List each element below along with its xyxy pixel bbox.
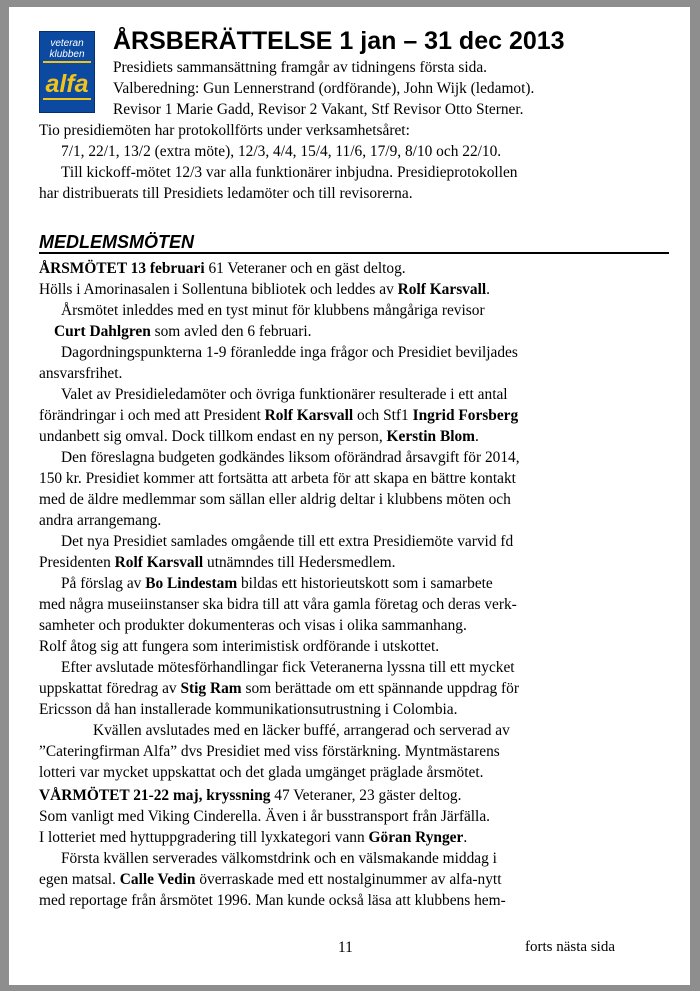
person-name: Curt Dahlgren: [54, 323, 151, 340]
person-name: Rolf Karsvall: [397, 281, 487, 298]
document-page: [9, 7, 690, 985]
text: .: [486, 281, 490, 298]
paragraph-line: Den föreslagna budgeten godkändes liksom oförändrad årsavgift för 2014,: [61, 449, 520, 466]
paragraph-line: samheter och produkter dokumenteras och visas i olika sammanhang.: [39, 617, 467, 634]
paragraph-line: [61, 574, 493, 594]
paragraph-line: Årsmötet inleddes med en tyst minut för klubbens mångåriga revisor: [61, 302, 485, 319]
text: som avled den 6 februari.: [150, 323, 312, 340]
intro-line: Presidiets sammansättning framgår av tidningens första sida.: [113, 59, 487, 76]
text: 47 Veteraner, 23 gäster deltog.: [270, 787, 462, 804]
paragraph-line: Ericsson då han installerade kommunikationsutrustning i Colombia.: [39, 701, 458, 718]
text: förändringar i och med att President: [39, 407, 265, 424]
paragraph-line: ansvarsfrihet.: [39, 365, 123, 382]
person-name: Stig Ram: [180, 680, 242, 697]
text: I lotteriet med hyttuppgradering till lyxkategori vann: [39, 829, 369, 846]
paragraph-line: med de äldre medlemmar som sällan eller aldrig deltar i klubbens möten och: [39, 491, 511, 508]
text: undanbett sig omval. Dock tillkom endast en ny person,: [39, 428, 387, 445]
text: och Stf1: [353, 407, 413, 424]
paragraph-line: ”Cateringfirman Alfa” dvs Presidiet med viss förstärkning. Myntmästarens: [39, 743, 500, 760]
paragraph-line: [39, 280, 490, 300]
section-heading: MEDLEMSMÖTEN: [39, 232, 194, 252]
paragraph-line: Efter avslutade mötesförhandlingar fick Veteranerna lyssna till ett mycket: [61, 659, 515, 676]
logo-graphic: [40, 32, 94, 112]
paragraph-line: lotteri var mycket uppskattat och det glada umgänget präglade årsmötet.: [39, 764, 484, 781]
paragraph-line: [39, 406, 518, 426]
intro-line: har distribuerats till Presidiets ledamöter och till revisorerna.: [39, 185, 413, 202]
paragraph-line: andra arrangemang.: [39, 512, 162, 529]
svg-text:veteran: veteran: [50, 38, 84, 49]
continued-note: forts nästa sida: [525, 939, 615, 955]
person-name: Rolf Karsvall: [114, 554, 204, 571]
paragraph-line: Kvällen avslutades med en läcker buffé, arrangerad och serverad av: [93, 722, 510, 739]
paragraph-line: [39, 427, 479, 447]
paragraph-line: [39, 259, 406, 279]
paragraph-line: Som vanligt med Viking Cinderella. Även i år busstransport från Järfälla.: [39, 808, 491, 825]
paragraph-line: Dagordningspunkterna 1-9 föranledde inga frågor och Presidiet beviljades: [61, 344, 518, 361]
paragraph-line: Rolf åtog sig att fungera som interimistisk ordförande i utskottet.: [39, 638, 440, 655]
person-name: Ingrid Forsberg: [412, 407, 519, 424]
text: .: [463, 829, 468, 846]
person-name: Kerstin Blom: [386, 428, 476, 445]
intro-line: Tio presidiemöten har protokollförts under verksamhetsåret:: [39, 122, 410, 139]
intro-line: Revisor 1 Marie Gadd, Revisor 2 Vakant, Stf Revisor Otto Sterner.: [113, 101, 524, 118]
text: På förslag av: [61, 575, 146, 592]
paragraph-line: [54, 322, 311, 342]
person-name: Calle Vedin: [119, 871, 196, 888]
paragraph-line: 150 kr. Presidiet kommer att fortsätta att arbeta för att skapa en bättre kontakt: [39, 470, 516, 487]
text: bildas ett historieutskott som i samarbete: [237, 575, 493, 592]
section-divider: [39, 252, 669, 254]
page-title: ÅRSBERÄTTELSE 1 jan – 31 dec 2013: [113, 27, 565, 55]
paragraph-line: [39, 679, 519, 699]
paragraph-line: [39, 870, 501, 890]
text: .: [475, 428, 479, 445]
person-name: Göran Rynger: [368, 829, 464, 846]
person-name: Bo Lindestam: [145, 575, 238, 592]
paragraph-line: Det nya Presidiet samlades omgående till ett extra Presidiemöte varvid fd: [61, 533, 514, 550]
intro-line: Valberedning: Gun Lennerstrand (ordförande), John Wijk (ledamot).: [113, 80, 535, 97]
text: som berättade om ett spännande uppdrag för: [241, 680, 519, 697]
text: egen matsal.: [39, 871, 120, 888]
text: överraskade med ett nostalginummer av alfa-nytt: [195, 871, 502, 888]
svg-text:klubben: klubben: [49, 49, 85, 60]
intro-line: Till kickoff-mötet 12/3 var alla funktionärer inbjudna. Presidieprotokollen: [61, 164, 518, 181]
paragraph-line: [39, 786, 461, 806]
paragraph-line: Valet av Presidieledamöter och övriga funktionärer resulterade i ett antal: [61, 386, 508, 403]
text: uppskattat föredrag av: [39, 680, 181, 697]
paragraph-line: [39, 828, 467, 848]
text: Hölls i Amorinasalen i Sollentuna bibliotek och leddes av: [39, 281, 398, 298]
person-name: Rolf Karsvall: [264, 407, 354, 424]
veteranklubben-alfa-logo: [39, 31, 95, 113]
text: Presidenten: [39, 554, 115, 571]
meeting-title: VÅRMÖTET 21-22 maj, kryssning: [39, 787, 271, 804]
paragraph-line: Första kvällen serverades välkomstdrink och en välsmakande middag i: [61, 850, 497, 867]
paragraph-line: med några museiinstanser ska bidra till att våra gamla företag och deras verk-: [39, 596, 517, 613]
page-number: 11: [338, 939, 353, 956]
paragraph-line: [39, 553, 396, 573]
meeting-title: ÅRSMÖTET 13 februari: [39, 260, 205, 277]
paragraph-line: med reportage från årsmötet 1996. Man kunde också läsa att klubbens hem-: [39, 892, 506, 909]
meeting-dates-line: 7/1, 22/1, 13/2 (extra möte), 12/3, 4/4, 15/4, 11/6, 17/9, 8/10 och 22/10.: [61, 143, 502, 160]
svg-text:alfa: alfa: [45, 70, 89, 98]
text: utnämndes till Hedersmedlem.: [203, 554, 396, 571]
text: 61 Veteraner och en gäst deltog.: [204, 260, 406, 277]
